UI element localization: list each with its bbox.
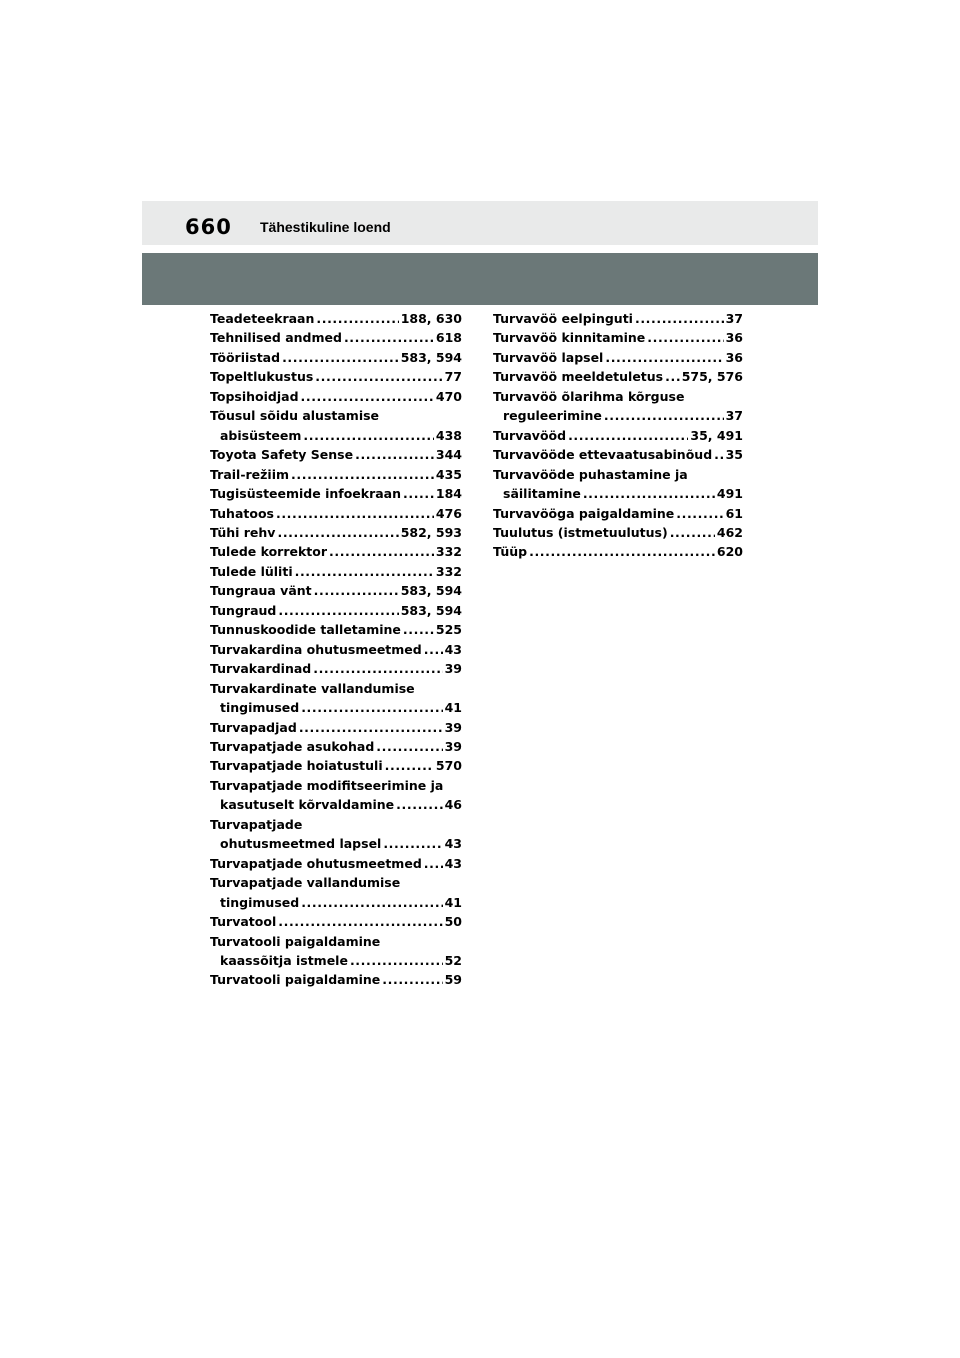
index-term: Turvapatjade vallandumise — [210, 875, 401, 891]
index-entry — [493, 367, 743, 386]
index-entry — [210, 581, 462, 600]
dot-leader — [278, 601, 398, 620]
index-term: Tungraua vänt — [210, 583, 312, 599]
dot-leader — [291, 465, 434, 484]
index-entry — [210, 601, 462, 620]
dot-leader — [350, 951, 443, 970]
dot-leader — [635, 309, 724, 328]
header-bar — [142, 201, 818, 245]
index-term: Tõusul sõidu alustamise — [210, 408, 380, 424]
index-page-ref: 525 — [435, 622, 462, 638]
dot-leader — [276, 504, 434, 523]
index-page-ref: 37 — [725, 408, 743, 424]
dot-leader — [355, 445, 434, 464]
index-page-ref: 59 — [444, 972, 462, 988]
index-page-ref: 46 — [444, 797, 462, 813]
dot-leader — [676, 504, 723, 523]
dot-leader — [376, 737, 442, 756]
index-term: Turvakardinad — [210, 661, 312, 677]
index-page-ref: 344 — [435, 447, 462, 463]
index-entry — [210, 523, 462, 542]
index-entry — [210, 679, 462, 718]
index-term: Turvapatjade hoiatustuli — [210, 758, 383, 774]
index-term: Turvakardina ohutusmeetmed — [210, 641, 422, 657]
index-term: Topsihoidjad — [210, 388, 299, 404]
index-term: Topeltlukustus — [210, 369, 314, 385]
index-term: Turvatooli paigaldamine — [210, 972, 381, 988]
index-term: Turvatooli paigaldamine — [210, 933, 381, 949]
index-term: Toyota Safety Sense — [210, 447, 354, 463]
index-entry — [210, 504, 462, 523]
index-entry — [493, 309, 743, 328]
index-term: abisüsteem — [220, 427, 302, 443]
dot-leader — [568, 426, 688, 445]
index-entry — [210, 776, 462, 815]
index-page-ref: 575, 576 — [681, 369, 743, 385]
dot-leader — [605, 348, 723, 367]
index-term: Tehnilised andmed — [210, 330, 342, 346]
index-term: Tugisüsteemide infoekraan — [210, 486, 402, 502]
dot-leader — [299, 718, 443, 737]
index-entry — [210, 659, 462, 678]
index-entry — [210, 542, 462, 561]
index-term: Tööriistad — [210, 349, 281, 365]
index-page-ref: 582, 593 — [400, 524, 462, 540]
index-page-ref: 583, 594 — [400, 583, 462, 599]
index-page-ref: 435 — [435, 466, 462, 482]
dot-leader — [282, 348, 399, 367]
index-page-ref: 583, 594 — [400, 349, 462, 365]
index-term: Turvapatjade asukohad — [210, 738, 375, 754]
index-term: Tuhatoos — [210, 505, 274, 521]
index-term: Trail-režiim — [210, 466, 290, 482]
index-page-ref: 50 — [444, 914, 462, 930]
index-entry — [210, 970, 462, 989]
dot-leader — [396, 795, 442, 814]
index-entry — [210, 640, 462, 659]
index-page-ref: 41 — [444, 700, 462, 716]
index-entry — [210, 309, 462, 328]
index-entry — [210, 484, 462, 503]
index-entry — [493, 523, 743, 542]
dot-leader — [383, 834, 442, 853]
index-page-ref: 332 — [435, 544, 462, 560]
index-page-ref: 462 — [716, 524, 743, 540]
index-page-ref: 36 — [725, 349, 743, 365]
index-entry — [210, 854, 462, 873]
index-term: tingimused — [220, 700, 300, 716]
index-term: Tunnuskoodide talletamine — [210, 622, 401, 638]
index-entry — [210, 718, 462, 737]
index-entry — [493, 348, 743, 367]
index-entry — [210, 328, 462, 347]
index-page-ref: 43 — [444, 836, 462, 852]
dot-leader — [403, 620, 434, 639]
index-page-ref: 583, 594 — [400, 602, 462, 618]
index-page-ref: 37 — [725, 311, 743, 326]
index-term: reguleerimine — [503, 408, 602, 424]
dot-leader — [303, 426, 434, 445]
dot-leader — [604, 406, 724, 425]
index-term: Turvapatjade modifitseerimine ja — [210, 777, 444, 793]
index-term: kaassõitja istmele — [220, 952, 348, 968]
index-term: Tüüp — [493, 544, 528, 560]
index-term: Turvavööde ettevaatusabinõud — [493, 447, 713, 463]
index-entry — [210, 932, 462, 971]
index-page-ref: 61 — [725, 505, 743, 521]
page-number: 660 — [185, 215, 232, 239]
index-page-ref: 77 — [444, 369, 462, 385]
dot-leader — [670, 523, 715, 542]
index-entry — [210, 912, 462, 931]
index-entry — [493, 387, 743, 426]
dot-leader — [316, 309, 398, 328]
dot-leader — [295, 562, 434, 581]
index-page-ref: 188, 630 — [400, 311, 462, 326]
index-term: Turvavööde puhastamine ja — [493, 466, 688, 482]
index-entry — [210, 367, 462, 386]
index-entry — [210, 406, 462, 445]
index-term: Turvapadjad — [210, 719, 297, 735]
index-term: Tulede lüliti — [210, 563, 293, 579]
dot-leader — [665, 367, 680, 386]
index-term: Teadeteekraan — [210, 311, 315, 326]
index-page-ref: 570 — [435, 758, 462, 774]
index-page-ref: 39 — [444, 719, 462, 735]
dot-leader — [529, 542, 715, 561]
index-page-ref: 184 — [435, 486, 462, 502]
index-term: tingimused — [220, 894, 300, 910]
index-term: Turvavööd — [493, 427, 567, 443]
index-page-ref: 491 — [716, 486, 743, 502]
dot-leader — [424, 640, 443, 659]
section-title: Tähestikuline loend — [260, 219, 391, 235]
index-page-ref: 476 — [435, 505, 462, 521]
index-page-ref: 332 — [435, 563, 462, 579]
index-entry — [493, 426, 743, 445]
index-term: Turvavöö õlarihma kõrguse — [493, 388, 685, 404]
index-entry — [210, 737, 462, 756]
index-term: Tulede korrektor — [210, 544, 328, 560]
index-column-left — [210, 309, 462, 990]
index-term: Turvavöö lapsel — [493, 349, 604, 365]
index-entry — [210, 873, 462, 912]
index-entry — [210, 562, 462, 581]
index-page-ref: 36 — [725, 330, 743, 346]
index-page-ref: 35 — [725, 447, 743, 463]
index-page-ref: 470 — [435, 388, 462, 404]
index-page-ref: 39 — [444, 661, 462, 677]
index-term: Turvavööga paigaldamine — [493, 505, 675, 521]
index-page-ref: 52 — [444, 952, 462, 968]
dot-leader — [313, 659, 442, 678]
dot-leader — [714, 445, 723, 464]
index-term: ohutusmeetmed lapsel — [220, 836, 382, 852]
index-term: Turvapatjade ohutusmeetmed — [210, 855, 422, 871]
index-page-ref: 43 — [444, 641, 462, 657]
dot-leader — [278, 912, 442, 931]
index-entry — [210, 620, 462, 639]
dot-leader — [583, 484, 715, 503]
index-entry — [493, 542, 743, 561]
index-term: Turvavöö meeldetuletus — [493, 369, 664, 385]
dot-leader — [301, 698, 442, 717]
dot-leader — [647, 328, 723, 347]
index-page-ref: 620 — [716, 544, 743, 560]
index-term: Turvakardinate vallandumise — [210, 680, 415, 696]
dot-leader — [403, 484, 434, 503]
index-term: Turvavöö eelpinguti — [493, 311, 633, 326]
index-term: Turvapatjade — [210, 816, 303, 832]
header-color-band — [142, 253, 818, 305]
dot-leader — [277, 523, 398, 542]
index-term: Tuulutus (istmetuulutus) — [493, 524, 668, 540]
index-entry — [210, 387, 462, 406]
dot-leader — [385, 756, 434, 775]
index-entry — [210, 445, 462, 464]
index-term: Turvatool — [210, 914, 277, 930]
index-column-right — [493, 309, 743, 562]
index-page-ref: 39 — [444, 738, 462, 754]
dot-leader — [424, 854, 443, 873]
index-entry — [210, 815, 462, 854]
index-entry — [210, 465, 462, 484]
dot-leader — [382, 970, 442, 989]
dot-leader — [301, 387, 434, 406]
index-term: säilitamine — [503, 486, 581, 502]
index-entry — [493, 445, 743, 464]
index-page-ref: 618 — [435, 330, 462, 346]
dot-leader — [314, 581, 399, 600]
dot-leader — [315, 367, 442, 386]
index-entry — [210, 756, 462, 775]
index-page-ref: 438 — [435, 427, 462, 443]
index-page-ref: 43 — [444, 855, 462, 871]
index-page-ref: 35, 491 — [690, 427, 743, 443]
index-term: Tungraud — [210, 602, 277, 618]
dot-leader — [329, 542, 434, 561]
index-term: kasutuselt kõrvaldamine — [220, 797, 395, 813]
index-entry — [493, 504, 743, 523]
index-page-ref: 41 — [444, 894, 462, 910]
index-term: Tühi rehv — [210, 524, 276, 540]
index-entry — [493, 465, 743, 504]
index-entry — [493, 328, 743, 347]
index-term: Turvavöö kinnitamine — [493, 330, 646, 346]
index-entry — [210, 348, 462, 367]
dot-leader — [301, 893, 442, 912]
dot-leader — [344, 328, 434, 347]
